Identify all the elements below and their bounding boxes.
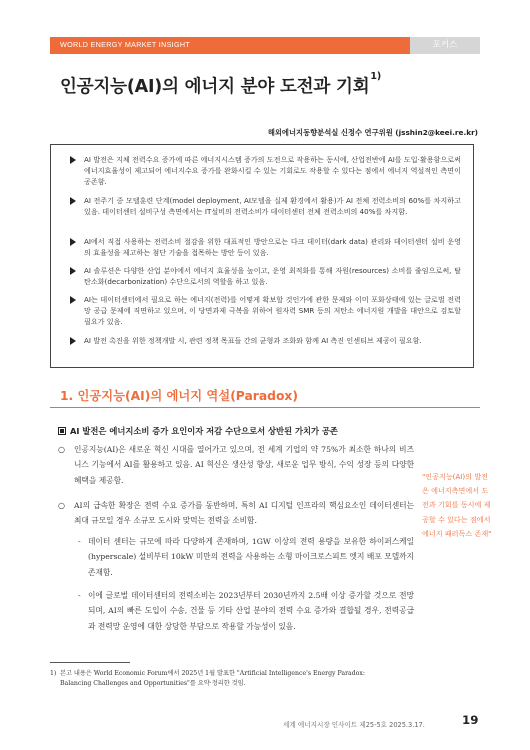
dash-bullet: - [78, 591, 81, 600]
body-paragraph [58, 498, 414, 529]
summary-item-text: AI 솔루션은 다양한 산업 분야에서 에너지 효율성을 높이고, 운영 최적화를 통해 자원(resources) 소비를 줄임으로써, 탈탄소화(decarbonization) 수단으로서의 역할을 하고 있음. [84, 266, 461, 287]
summary-item [61, 154, 461, 188]
body-paragraph-text: AI의 급속한 확장은 전력 수요 증가를 동반하며, 특히 AI 디지털 인프라의 핵심요소인 데이터센터는 최대 규모일 경우 소규모 도시와 맞먹는 전력을 소비함. [74, 501, 414, 526]
body-paragraph-text: 인공지능(AI)은 새로운 혁신 시대를 열어가고 있으며, 전 세계 기업의 약 75%가 최소한 하나의 비즈니스 기능에서 AI를 활용하고 있음. AI 혁신은 생산성 향상, 새로운 업무 방식, 수익 성장 등의 다양한 혜택을 제공함. [74, 445, 414, 485]
triangle-bullet-icon [70, 156, 76, 164]
section-title: 1. 인공지능(AI)의 에너지 역설(Paradox) [60, 389, 298, 403]
footnote [50, 669, 390, 688]
triangle-bullet-icon [70, 296, 76, 304]
summary-item [61, 294, 461, 328]
triangle-bullet-icon [70, 337, 76, 345]
summary-item-text: AI에서 직접 사용하는 전력소비 절감을 위한 대표적인 방안으로는 다크 데이터(dark data) 관리와 데이터센터 설비 운영의 효율성을 제고하는 첨단 기술을 접목하는 방안 등이 있음. [84, 237, 461, 258]
circle-bullet-icon: ○ [58, 501, 65, 510]
page-number: 19 [462, 713, 479, 727]
title-footnote-mark: 1) [370, 71, 381, 82]
summary-item-text: AI 전주기 중 모델훈련 단계(model deployment, AI모델을 실제 환경에서 활용)가 AI 전체 전력소비의 60%를 차지하고 있음. 데이터센터 설비구성 측면에서는 IT설비의 전력소비가 데이터센터 전체 전력소비의 40%를 차지함. [84, 196, 461, 217]
dash-bullet: - [78, 537, 81, 546]
footnote-mark: 1) [50, 670, 57, 677]
article-title-text: 인공지능(AI)의 에너지 분야 도전과 기회 [60, 77, 370, 97]
square-bullet-icon [58, 427, 66, 435]
dash-item-text: 이에 글로벌 데이터센터의 전력소비는 2023년부터 2030년까지 2.5배 이상 증가할 것으로 전망되며, AI의 빠른 도입이 수송, 건물 등 기타 산업 분야의 전력 수요 증가와 결합될 경우, 전력공급과 전력망 운영에 대한 상당한 부담으로 작용할 가능성이 있음. [88, 591, 414, 631]
summary-item-text: AI 발전은 지체 전력수요 증가에 따른 에너지시스템 증가의 도전으로 작용하는 동시에, 산업전반에 AI를 도입·활용함으로써 에너지효율성이 제고되어 에너지수요 증가를 완화시킬 수 있는 기회로도 작용할 수 있다는 점에서 에너지 역설적인 측면이 공존함. [84, 155, 461, 187]
triangle-bullet-icon [70, 197, 76, 205]
summary-item [61, 265, 461, 287]
summary-item [61, 335, 461, 346]
header-bar [50, 37, 480, 54]
article-title [60, 73, 381, 98]
footnote-text: 본고 내용은 World Economic Forum에서 2025년 1월 발표한 "Artificial Intelligence's Energy Paradox: Balancing Challenges and Opportunities"를 요약·정리한 것임. [60, 670, 365, 687]
author-line: 해외에너지동향분석실 신정수 연구위원 (jsshin2@keei.re.kr) [267, 128, 478, 137]
header-publication-label: WORLD ENERGY MARKET INSIGHT [60, 40, 191, 49]
triangle-bullet-icon [70, 267, 76, 275]
footnote-rule [50, 662, 130, 663]
dash-item [78, 588, 414, 634]
summary-item-text: AI는 데이터센터에서 필요로 하는 에너지(전력)를 어떻게 확보할 것인가에 관한 문제와 이미 포화상태에 있는 글로벌 전력망 공급 문제에 직면하고 있으며, 이 당면과제 극복을 위하여 원자력 SMR 등의 저탄소 에너지원 개발을 대안으로 검토할 필요가 있음. [84, 295, 461, 327]
dash-item [78, 534, 414, 580]
triangle-bullet-icon [70, 238, 76, 246]
sidenote-quote: "인공지능(AI)의 발전은 에너지측면에서 도전과 기회를 동시에 제공할 수 있다는 점에서 에너지 패러독스 존재" [422, 472, 492, 538]
subheading-text: AI 발전은 에너지소비 증가 요인이자 저감 수단으로서 상반된 가치가 공존 [70, 426, 338, 436]
summary-item-text: AI 발전 촉진을 위한 정책개발 시, 관련 정책 목표들 간의 균형과 조화와 함께 AI 측진 인센티브 제공이 필요함. [84, 336, 422, 345]
summary-item [61, 236, 461, 258]
footer-publication: 세계 에너지시장 인사이트 제25-5호 2025.3.17. [283, 721, 425, 729]
dash-item-text: 데이터 센터는 규모에 따라 다양하게 존재하며, 1GW 이상의 전력 용량을 보유한 하이퍼스케일(hyperscale) 설비부터 10kW 미만의 전력을 사용하는 소형 마이크로스피트 엣지 배포 모델까지 존재함. [88, 537, 414, 577]
header-section-tag: 포커스 [410, 37, 480, 54]
summary-item [61, 195, 461, 217]
circle-bullet-icon: ○ [58, 445, 65, 454]
subheading [58, 425, 338, 437]
body-paragraph [58, 442, 414, 488]
section-rule [50, 407, 480, 408]
summary-box [50, 144, 474, 368]
